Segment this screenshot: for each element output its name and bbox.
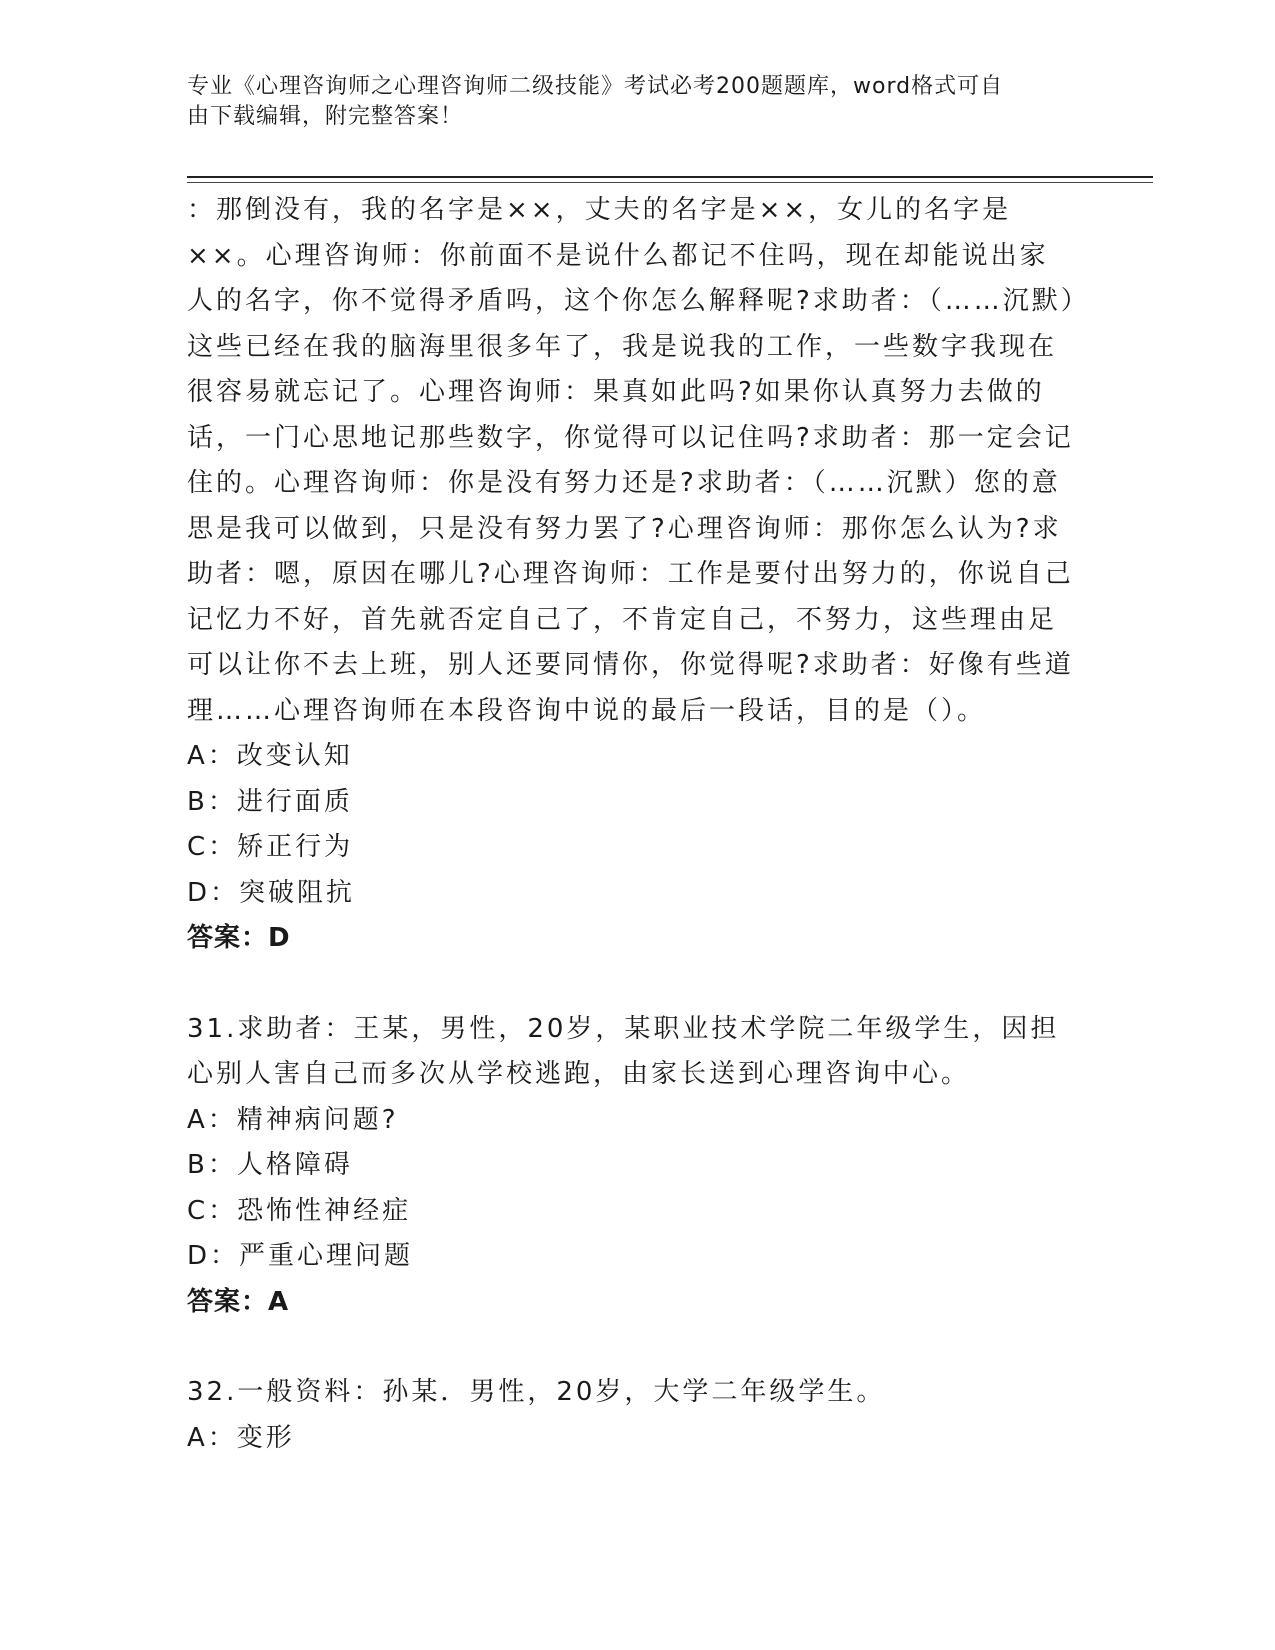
document-body [187,188,1077,1461]
section-gap [187,1325,1077,1370]
option-c: C：恐怖性神经症 [187,1195,412,1226]
option-a: A：精神病问题? [187,1104,399,1135]
header-line-2: 由下载编辑，附完整答案！ [187,104,464,129]
section-gap [187,962,1077,1007]
option-b: B：进行面质 [187,786,353,817]
question-31 [187,1007,1077,1326]
answer-line: 答案：D [187,923,291,953]
option-d: D：严重心理问题 [187,1241,414,1271]
document-header [187,72,1067,132]
header-divider-thin [187,182,1153,183]
answer-line: 答案：A [187,1286,290,1317]
question-32 [187,1370,1077,1461]
header-divider-thick [187,176,1153,178]
question-30 [187,188,1077,962]
option-a: A：变形 [187,1422,295,1453]
question-text: 31.求助者：王某，男性，20岁，某职业技术学院二年级学生，因担心别人害自己而多次从学校逃跑，由家长送到心理咨询中心。 [187,1013,1060,1089]
header-line-1: 专业《心理咨询师之心理咨询师二级技能》考试必考200题题库，word格式可自 [187,74,1004,99]
question-text: ：那倒没有，我的名字是××，丈夫的名字是××，女儿的名字是××。心理咨询师：你前面不是说什么都记不住吗，现在却能说出家人的名字，你不觉得矛盾吗，这个你怎么解释呢?求助者：（……沉默）这些已经在我的脑海里很多年了，我是说我的工作，一些数字我现在很容易就忘记了。心理咨询师：果真如此吗?如果你认真努力去做的话，一门心思地记那些数字，你觉得可以记住吗?求助者：那一定会记住的。心理咨询师：你是没有努力还是?求助者：（……沉默）您的意思是我可以做到，只是没有努力罢了?心理咨询师：那你怎么认为?求助者：嗯，原因在哪儿?心理咨询师：工作是要付出努力的，你说自己记忆力不好，首先就否定自己了，不肯定自己，不努力，这些理由足可以让你不去上班，别人还要同情你，你觉得呢?求助者：好像有些道理……心理咨询师在本段咨询中说的最后一段话，目的是（）。 [187,195,1077,726]
option-a: A：改变认知 [187,741,353,771]
question-text: 32.一般资料：孙某．男性，20岁，大学二年级学生。 [187,1377,886,1407]
option-d: D：突破阻抗 [187,877,356,908]
option-b: B：人格障碍 [187,1150,353,1180]
option-c: C：矫正行为 [187,832,354,862]
